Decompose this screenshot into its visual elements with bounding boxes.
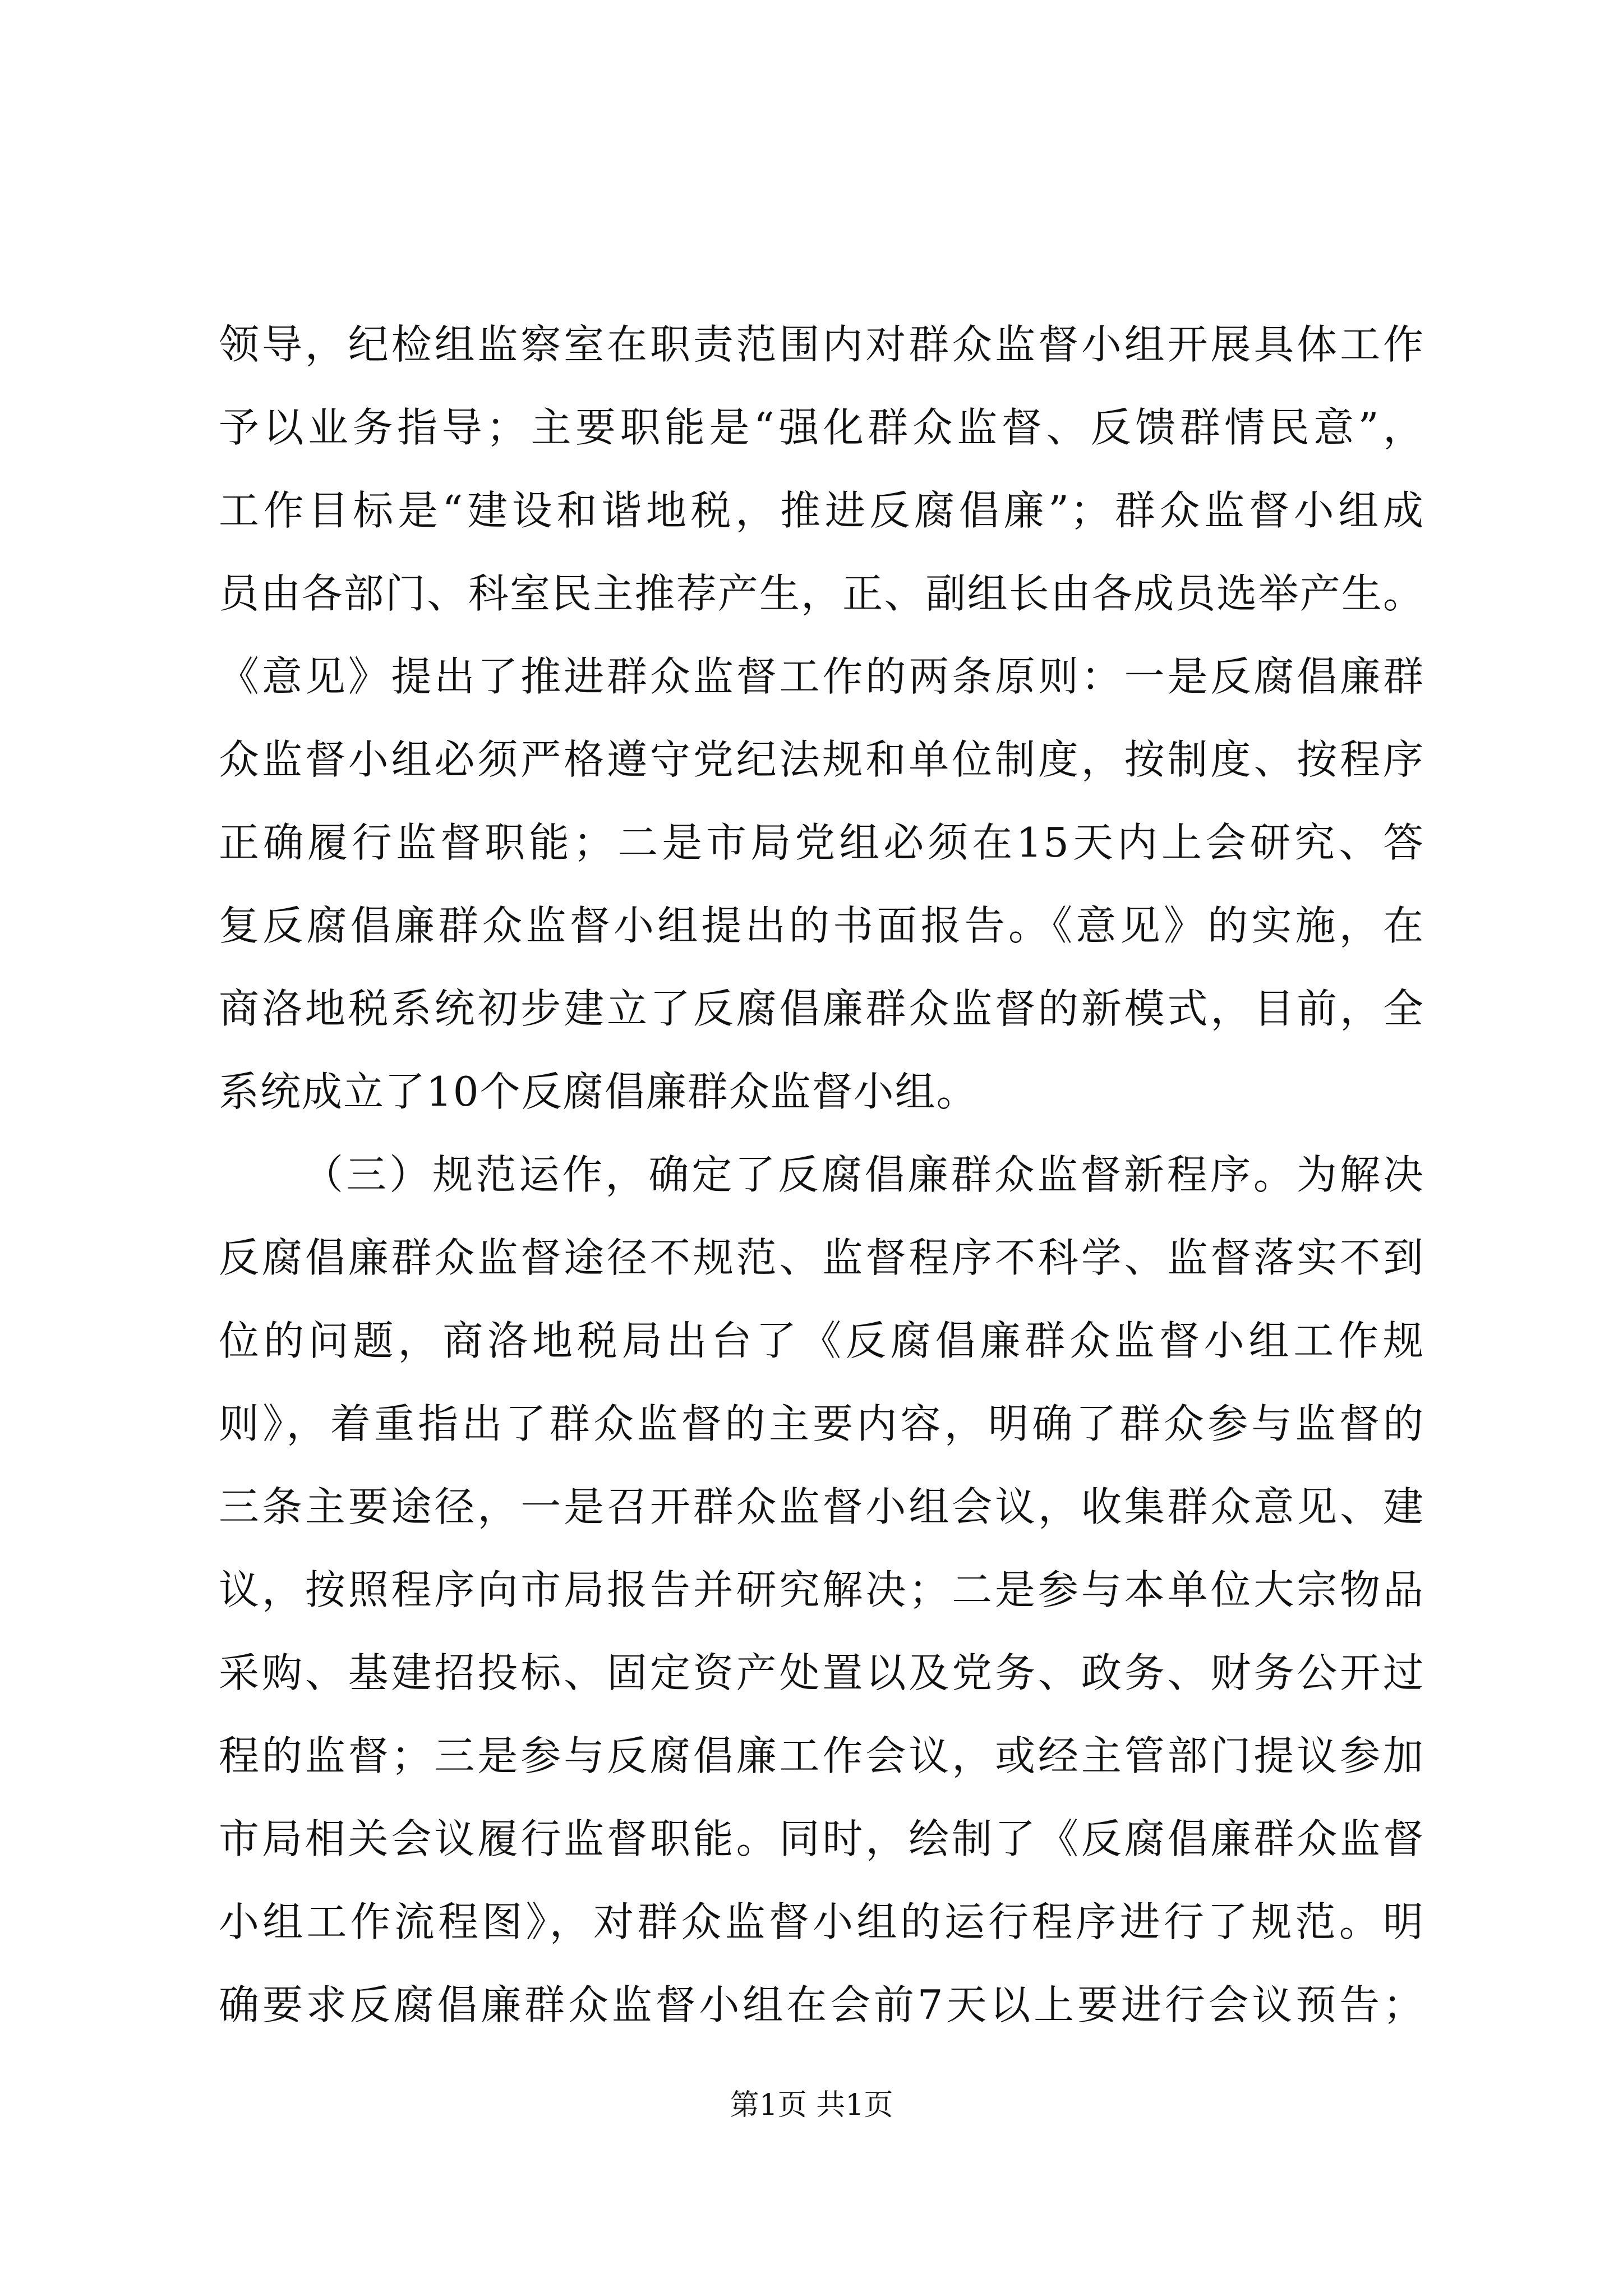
text-line: 小组工作流程图》，对群众监督小组的运行程序进行了规范。明 [219,1898,1424,1945]
text-line: 众监督小组必须严格遵守党纪法规和单位制度，按制度、按程序 [219,736,1424,783]
paragraph-start-line: （三）规范运作，确定了反腐倡廉群众监督新程序。为解决 [303,1151,1424,1198]
text-line: 正确履行监督职能；二是市局党组必须在15天内上会研究、答 [219,819,1424,866]
text-line: 市局相关会议履行监督职能。同时，绘制了《反腐倡廉群众监督 [219,1815,1424,1862]
text-line: 反腐倡廉群众监督途径不规范、监督程序不科学、监督落实不到 [219,1234,1424,1281]
text-line: 商洛地税系统初步建立了反腐倡廉群众监督的新模式，目前，全 [219,985,1424,1032]
text-line: 三条主要途径，一是召开群众监督小组会议，收集群众意见、建 [219,1483,1424,1530]
body-text [219,303,1424,2046]
text-line: 领导，纪检组监察室在职责范围内对群众监督小组开展具体工作 [219,321,1424,368]
text-line: 工作目标是“建设和谐地税，推进反腐倡廉”；群众监督小组成 [219,487,1424,534]
text-line: 复反腐倡廉群众监督小组提出的书面报告。《意见》的实施，在 [219,902,1424,949]
text-line: 系统成立了10个反腐倡廉群众监督小组。 [219,1068,978,1115]
text-line: 员由各部门、科室民主推荐产生，正、副组长由各成员选举产生。 [219,570,1424,617]
text-line: 确要求反腐倡廉群众监督小组在会前7天以上要进行会议预告； [219,1981,1424,2028]
text-line: 《意见》提出了推进群众监督工作的两条原则：一是反腐倡廉群 [219,653,1424,700]
text-line: 予以业务指导；主要职能是“强化群众监督、反馈群情民意”， [219,404,1424,451]
text-line: 采购、基建招投标、固定资产处置以及党务、政务、财务公开过 [219,1649,1424,1696]
text-line: 程的监督；三是参与反腐倡廉工作会议，或经主管部门提议参加 [219,1732,1424,1779]
text-line: 则》，着重指出了群众监督的主要内容，明确了群众参与监督的 [219,1400,1424,1447]
page-number-footer: 第1页 共1页 [730,2088,893,2122]
text-line: 议，按照程序向市局报告并研究解决；二是参与本单位大宗物品 [219,1566,1424,1613]
text-line: 位的问题，商洛地税局出台了《反腐倡廉群众监督小组工作规 [219,1317,1424,1364]
